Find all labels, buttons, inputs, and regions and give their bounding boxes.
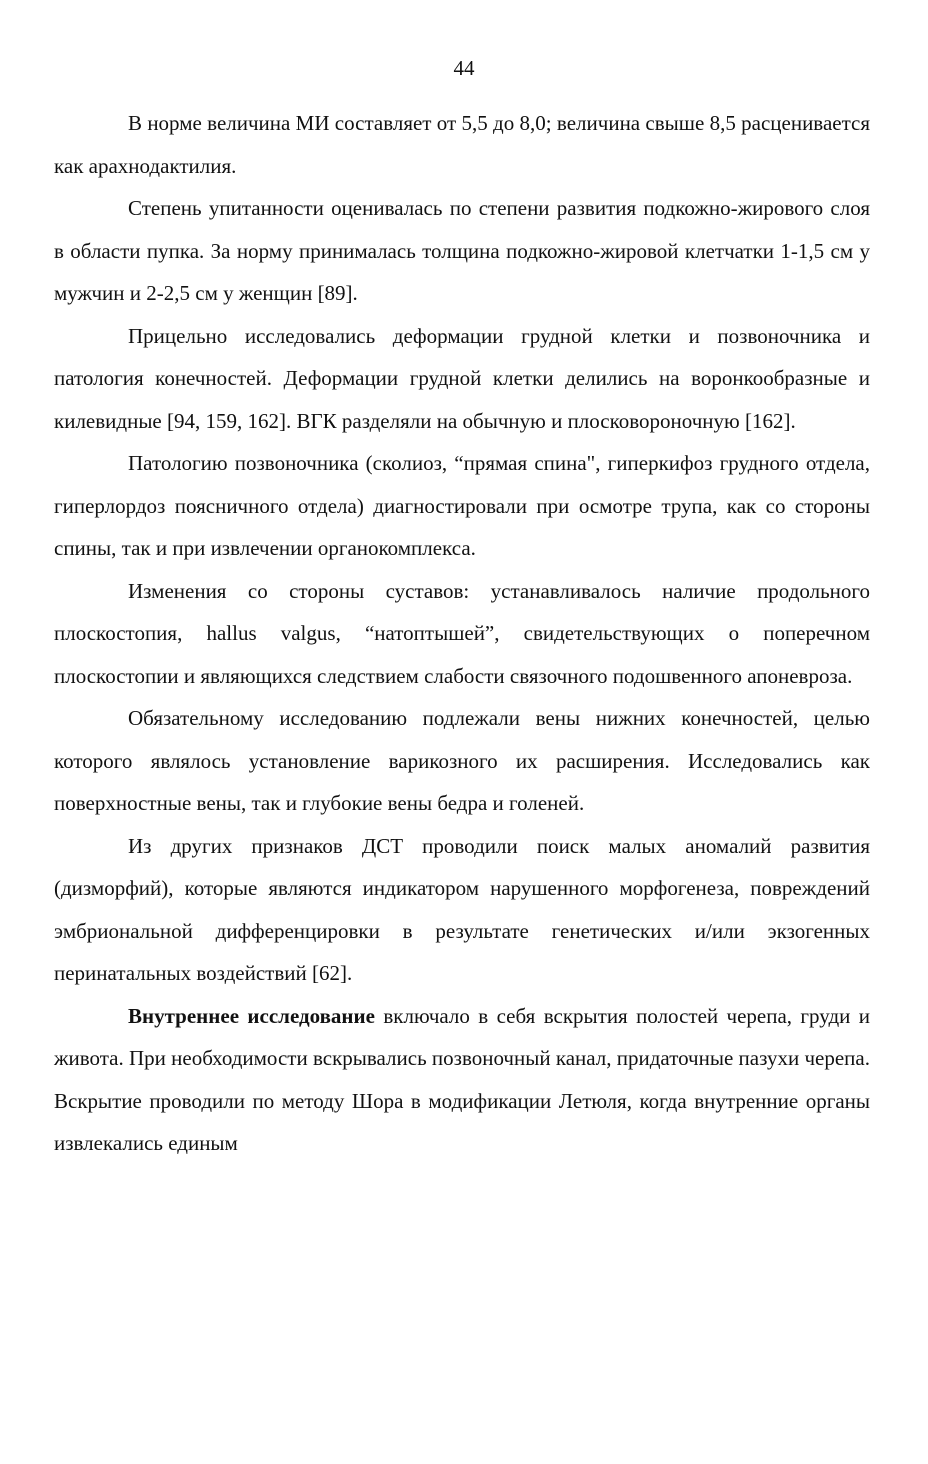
internal-exam-heading: Внутреннее исследование [128, 1003, 375, 1028]
paragraph-joint-changes: Изменения со стороны суставов: устанавливалось наличие продольного плоскостопия, hallus valgus, “натоптышей”, свидетельствующих о поперечном плоскостопии и являющихся следствием слабости связочного подошвенного апоневроза. [54, 578, 870, 688]
internal-exam-text: включало в себя вскрытия полостей черепа, груди и живота. При необходимости вскрывались позвоночный канал, придаточные пазухи черепа. Вскрытие проводили по методу Шора в модификации Летюля, когда внутренние органы извлекались единым [54, 1003, 871, 1155]
paragraph-chest-deformities: Прицельно исследовались деформации грудной клетки и позвоночника и патология конечностей. Деформации грудной клетки делились на воронкообразные и килевидные [94, 159, 162]. ВГК разделяли на обычную и плосковороночную [162]. [54, 323, 870, 433]
paragraph-mi-norm: В норме величина МИ составляет от 5,5 до 8,0; величина свыше 8,5 расценивается как арахнодактилия. [54, 111, 870, 178]
page-number: 44 [453, 56, 475, 80]
paragraph-internal-exam [54, 995, 870, 1165]
paragraph-nutrition: Степень упитанности оценивалась по степени развития подкожно-жирового слоя в области пупка. За норму принималась толщина подкожно-жировой клетчатки 1-1,5 см у мужчин и 2-2,5 см у женщин [89]. [54, 196, 870, 305]
paragraph-veins: Обязательному исследованию подлежали вены нижних конечностей, целью которого являлось установление варикозного их расширения. Исследовались как поверхностные вены, так и глубокие вены бедра и голеней. [54, 706, 870, 815]
body-text [54, 102, 870, 1165]
paragraph-spine-pathology: Патологию позвоночника (сколиоз, “прямая спина", гиперкифоз грудного отдела, гиперлордоз поясничного отдела) диагностировали при осмотре трупа, как со стороны спины, так и при извлечении органокомплекса. [54, 451, 870, 560]
paragraph-dysmorphias: Из других признаков ДСТ проводили поиск малых аномалий развития (дизморфий), которые являются индикатором нарушенного морфогенеза, повреждений эмбриональной дифференцировки в результате генетических и/или экзогенных перинатальных воздействий [62]. [54, 833, 870, 985]
